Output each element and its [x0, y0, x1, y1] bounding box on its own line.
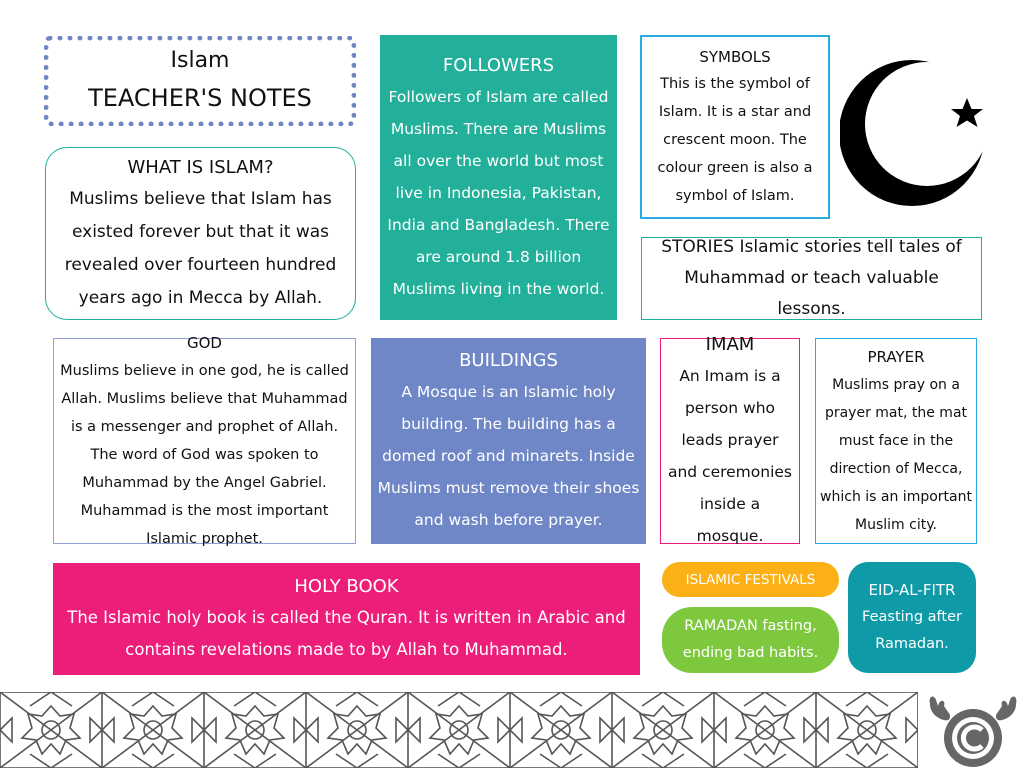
title-box	[44, 36, 356, 126]
card-heading: PRAYER	[867, 348, 925, 366]
card-heading: FOLLOWERS	[442, 54, 555, 76]
card-god	[53, 334, 356, 547]
card-buildings	[371, 338, 646, 544]
card-holy-book	[53, 563, 640, 675]
card-what-is-islam	[45, 147, 356, 320]
card-body: This is the symbol of Islam. It is a star and crescent moon. The colour green is also a symbol of Islam.	[657, 76, 813, 204]
card-body: STORIES Islamic stories tell tales of Muhammad or teach valuable lessons.	[661, 237, 962, 319]
title-line2: TEACHER'S NOTES	[88, 84, 312, 112]
card-heading: GOD	[187, 334, 222, 352]
card-body: Followers of Islam are called Muslims. There are Muslims all over the world but most live in Indonesia, Pakistan, India and Bangladesh. There are around 1.8 billion Muslims living in the world.	[387, 87, 610, 298]
card-body: Muslims believe that Islam has existed forever but that it was revealed over fourteen hundred years ago in Mecca by Allah.	[64, 188, 337, 308]
card-eid-al-fitr	[848, 562, 976, 673]
card-heading: SYMBOLS	[699, 48, 771, 66]
card-body: RAMADAN fasting, ending bad habits.	[682, 618, 819, 661]
card-followers	[380, 35, 617, 320]
card-heading: BUILDINGS	[459, 350, 558, 371]
card-body: Muslims believe in one god, he is called Allah. Muslims believe that Muhammad is a messenger and prophet of Allah. The word of God was spoken to Muhammad by the Angel Gabriel. Muhammad is the most important Islamic prophet.	[60, 363, 349, 547]
badge-islamic-festivals	[662, 562, 839, 597]
card-heading: HOLY BOOK	[294, 576, 399, 597]
card-body: A Mosque is an Islamic holy building. The building has a domed roof and minarets. Inside Muslims must remove their shoes and wash before prayer.	[377, 383, 640, 529]
card-body: The Islamic holy book is called the Quran. It is written in Arabic and contains revelations made to by Allah to Muhammad.	[67, 608, 626, 659]
card-heading: EID-AL-FITR	[868, 581, 956, 599]
card-body: Muslims pray on a prayer mat, the mat must face in the direction of Mecca, which is an important Muslim city.	[820, 377, 972, 533]
title-line1: Islam	[170, 48, 230, 73]
star-and-crescent-icon	[840, 58, 990, 208]
card-prayer	[815, 338, 977, 544]
card-body: Feasting after Ramadan.	[862, 609, 962, 652]
card-heading: WHAT IS ISLAM?	[127, 156, 274, 178]
card-stories	[641, 237, 982, 320]
card-body: An Imam is a person who leads prayer and ceremonies inside a mosque.	[667, 367, 793, 545]
moose-copyright-logo-icon	[924, 694, 1022, 768]
badge-label: ISLAMIC FESTIVALS	[685, 571, 816, 588]
card-ramadan	[662, 607, 839, 673]
card-symbols	[640, 35, 830, 219]
card-imam	[660, 334, 800, 545]
card-heading: IMAM	[705, 334, 755, 355]
islamic-geometric-pattern-icon	[0, 692, 918, 768]
